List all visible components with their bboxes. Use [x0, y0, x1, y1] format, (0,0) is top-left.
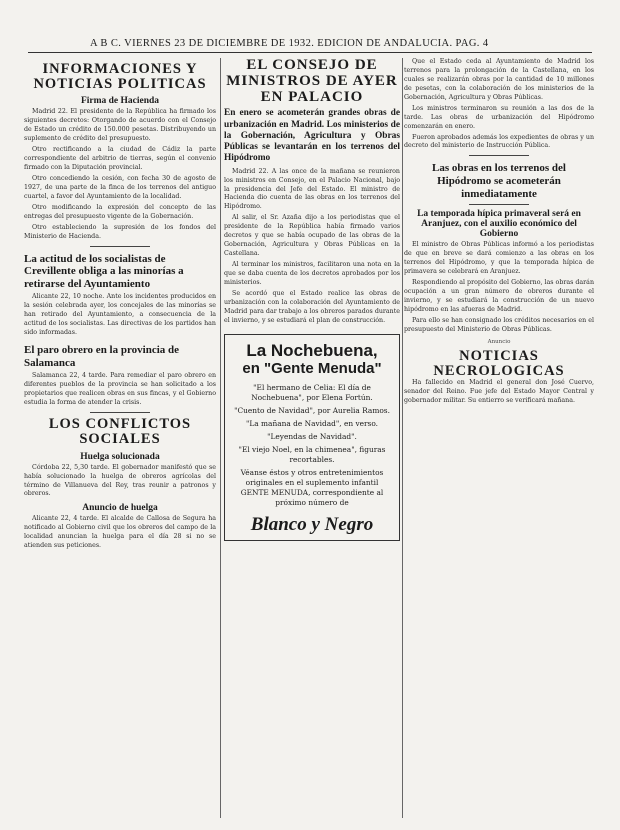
headline-consejo-ministros: EL CONSEJO DE MINISTROS DE AYER EN PALACIO — [226, 58, 398, 105]
article-paragraph: El ministro de Obras Públicas informó a los periodistas de que en breve se dará comienzo a las obras en los terrenos del Hipódromo, y que la temporada hípica de primavera se celebrará en Aranjuez. — [404, 241, 594, 276]
headline-crevillente: La actitud de los socialistas de Crevillente obliga a las minorías a retirarse del Ayuntamiento — [24, 252, 184, 290]
subhead-anuncio-huelga: Anuncio de huelga — [82, 503, 158, 514]
ad-title: La Nochebuena, — [246, 340, 378, 360]
column-center — [224, 58, 400, 820]
article-paragraph: Ha fallecido en Madrid el general don José Cuervo, senador del Reino. Fue jefe del Estado Mayor Central y gobernador militar. Su entierro se verificará mañana. — [404, 379, 594, 404]
subhead-huelga-solucionada: Huelga solucionada — [80, 451, 160, 462]
divider — [469, 155, 529, 156]
section-header-conflicts: LOS CONFLICTOS SOCIALES — [48, 416, 192, 448]
advertisement-gente-menuda — [224, 334, 400, 541]
article-paragraph: Madrid 22. A las once de la mañana se reunieron los ministros en Consejo, en el Palacio Nacional, bajo la presidencia del Jefe del Estado. El ministro de Hacienda dio cuenta de las obras en los terrenos del Hipódromo. — [224, 167, 400, 211]
ad-line: "El hermano de Celia: El día de Nochebuena", por Elena Fortún. — [251, 383, 373, 403]
ad-line: "El viejo Noel, en la chimenea", figuras recortables. — [238, 445, 386, 465]
subhead-aranjuez: La temporada hípica primaveral será en Aranjuez, con el auxilio económico del Gobierno — [417, 209, 581, 240]
divider — [90, 246, 150, 247]
article-paragraph: Se acordó que el Estado realice las obras de urbanización con la colaboración del Ayuntamiento de Madrid para dar trabajo a los obreros parados durante el invierno, y se estudiará el plan de construcción. — [224, 289, 400, 324]
article-paragraph: Que el Estado ceda al Ayuntamiento de Madrid los terrenos para la prolongación de la Castellana, en los cuales se realizarán obras por la cantidad de 10 millones de pesetas, con la colaboración de los ministerios de la Gobernación, Agricultura y Obras Públicas. — [404, 58, 594, 101]
article-paragraph: Para ello se han consignado los créditos necesarios en el presupuesto del Ministerio de Obras Públicas. — [404, 316, 594, 333]
column-right — [404, 58, 594, 820]
article-paragraph: Salamanca 22, 4 tarde. Para remediar el paro obrero en diferentes pueblos de la provincia se han solicitado a los propietarios que realicen obras en sus fincas, y el Gobierno estudia la forma de atender la crisis. — [24, 372, 216, 407]
column-rule-1 — [220, 58, 221, 818]
column-rule-2 — [402, 58, 403, 818]
article-paragraph: Respondiendo al propósito del Gobierno, las obras darán ocupación a un gran número de obreros durante el invierno, y se estudiará la construcción de un nuevo hipódromo en las afueras de Madrid. — [404, 279, 594, 313]
article-paragraph: Otro estableciendo la supresión de los fondos del Ministerio de Hacienda. — [24, 223, 216, 240]
article-paragraph: Los ministros terminaron su reunión a las dos de la tarde. Las obras de urbanización del Hipódromo comenzarán en enero. — [404, 104, 594, 130]
article-paragraph: Otro modificando la expresión del concepto de las entregas del presupuesto vigente de la Gobernación. — [24, 203, 216, 220]
headline-deck: En enero se acometerán grandes obras de urbanización en Madrid. Los ministerios de la Gobernación, Agricultura y Obras Públicas se levantarán en los terrenos del Hipódromo — [224, 108, 400, 164]
article-paragraph: Al salir, el Sr. Azaña dijo a los periodistas que el presidente de la República había firmado varios decretos y que se había ocupado de las obras de la Gobernación, Agricultura y Obras Públicas en la Castellana. — [224, 214, 400, 258]
article-paragraph: Fueron aprobados además los expedientes de obras y un decreto del ministerio de Instrucción Pública. — [404, 133, 594, 150]
top-rule — [28, 52, 592, 53]
divider — [90, 412, 150, 413]
article-paragraph: Alicante 22, 10 noche. Ante los incidentes producidos en la sesión celebrada ayer, los concejales de las minorías se han retirado del Ayuntamiento, a consecuencia de la actitud de los socialistas. Las directivas de los partidos han sido informadas. — [24, 293, 216, 337]
article-paragraph: Córdoba 22, 5,30 tarde. El gobernador manifestó que se había solucionado la huelga de obreros agrícolas del término de Villanueva del Rey, tras reunir a patronos y obreros. — [24, 463, 216, 498]
ad-line: "La mañana de Navidad", en verso. — [245, 419, 379, 429]
ad-subtitle: en "Gente Menuda" — [242, 360, 382, 378]
column-left — [24, 58, 216, 820]
divider — [469, 204, 529, 205]
article-paragraph: Alicante 22, 4 tarde. El alcalde de Callosa de Segura ha notificado al Gobierno civil que los obreros del campo de la localidad anuncian la huelga para el día 28 si no se atienden sus peticiones. — [24, 515, 216, 550]
blanco-y-negro-logo: Blanco y Negro — [250, 513, 374, 535]
ad-line: Véanse éstos y otros entretenimientos originales en el suplemento infantil GENTE MENUDA, correspondiente al próximo número de — [240, 468, 384, 507]
ad-line: "Leyendas de Navidad". — [267, 432, 357, 442]
subhead-hacienda: Firma de Hacienda — [80, 96, 160, 107]
anuncio-label: Anuncio — [487, 338, 511, 345]
ad-line: "Cuento de Navidad", por Aurelia Ramos. — [234, 406, 390, 416]
headline-hipodromo: Las obras en los terrenos del Hipódromo se acometerán inmediatamente — [432, 162, 566, 200]
article-paragraph: Madrid 22. El presidente de la República ha firmado los siguientes decretos: Otorgando de acuerdo con el Consejo de Estado un crédito de 150.000 pesetas. Distribuyendo un suplemento de crédito del presupuesto. — [24, 108, 216, 143]
running-head: A B C. VIERNES 23 DE DICIEMBRE DE 1932. EDICION DE ANDALUCIA. PAG. 4 — [90, 38, 489, 49]
section-header-politics: INFORMACIONES Y NOTICIAS POLITICAS — [33, 61, 207, 93]
article-paragraph: Otro concediendo la cesión, con fecha 30 de agosto de 1927, de una parte de la finca de los terrenos del antiguo cuartel, a favor del Ayuntamiento de la localidad. — [24, 175, 216, 200]
headline-paro-salamanca: El paro obrero en la provincia de Salamanca — [24, 344, 180, 369]
section-header-necrologicas: NOTICIAS NECROLOGICAS — [433, 347, 565, 379]
article-paragraph: Al terminar los ministros, facilitaron una nota en la que se daba cuenta de los decretos aprobados por los ministerios. — [224, 261, 400, 286]
article-paragraph: Otro rectificando a la ciudad de Cádiz la parte correspondiente del arbitrio de tierras, según el convenio firmado con la Diputación provincial. — [24, 146, 216, 172]
